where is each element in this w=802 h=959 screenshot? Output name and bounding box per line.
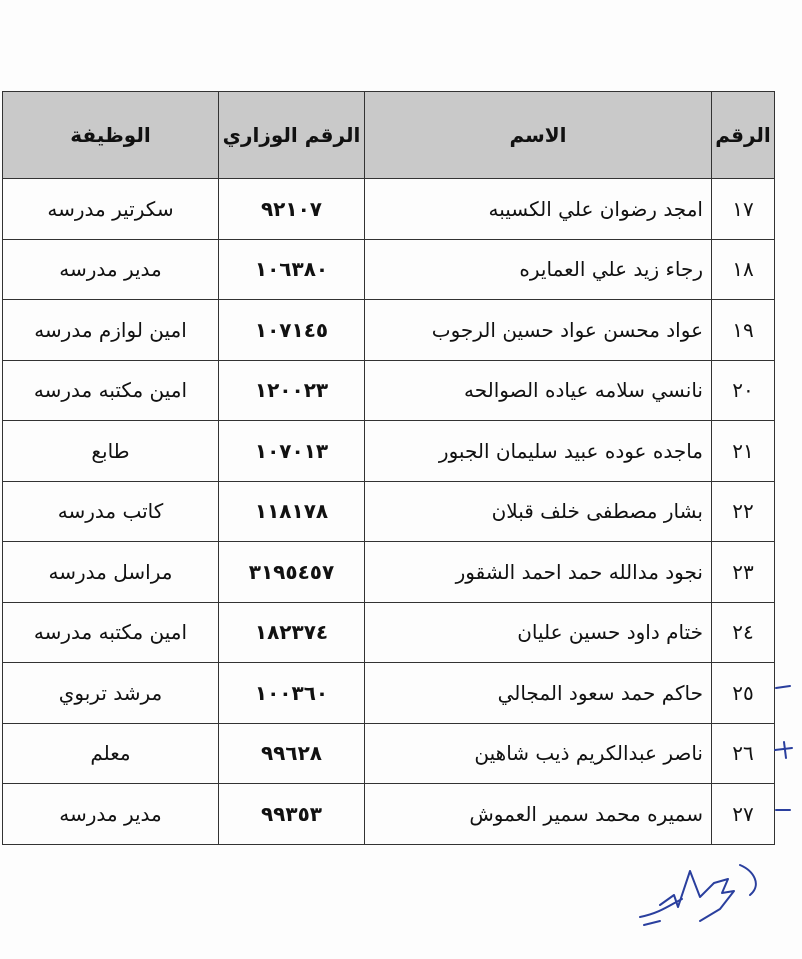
row-name: ماجده عوده عبيد سليمان الجبور (365, 421, 712, 482)
row-ministry-number: ٩٩٣٥٣ (219, 784, 365, 845)
row-job: امين مكتبه مدرسه (3, 360, 219, 421)
row-ministry-number: ١٠٧٠١٣ (219, 421, 365, 482)
table-row (3, 784, 775, 845)
row-number: ١٩ (712, 300, 775, 361)
pen-tick-marks (770, 670, 800, 840)
row-name: امجد رضوان علي الكسيبه (365, 179, 712, 240)
table-row (3, 542, 775, 603)
row-job: طابع (3, 421, 219, 482)
row-job: امين مكتبه مدرسه (3, 602, 219, 663)
table-row (3, 179, 775, 240)
row-name: نانسي سلامه عياده الصوالحه (365, 360, 712, 421)
row-job: كاتب مدرسه (3, 481, 219, 542)
row-job: مدير مدرسه (3, 784, 219, 845)
row-number: ٢٧ (712, 784, 775, 845)
table-row (3, 300, 775, 361)
table-row (3, 663, 775, 724)
row-name: ناصر عبدالكريم ذيب شاهين (365, 723, 712, 784)
row-job: مراسل مدرسه (3, 542, 219, 603)
row-name: نجود مدالله حمد احمد الشقور (365, 542, 712, 603)
staff-table (2, 91, 775, 845)
row-name: رجاء زيد علي العمايره (365, 239, 712, 300)
row-name: حاكم حمد سعود المجالي (365, 663, 712, 724)
row-ministry-number: ٣١٩٥٤٥٧ (219, 542, 365, 603)
row-number: ١٧ (712, 179, 775, 240)
table-row (3, 421, 775, 482)
row-number: ٢٢ (712, 481, 775, 542)
row-number: ٢٣ (712, 542, 775, 603)
row-ministry-number: ١٠٠٣٦٠ (219, 663, 365, 724)
row-job: مرشد تربوي (3, 663, 219, 724)
row-name: سميره محمد سمير العموش (365, 784, 712, 845)
table-row (3, 481, 775, 542)
row-name: عواد محسن عواد حسين الرجوب (365, 300, 712, 361)
row-job: سكرتير مدرسه (3, 179, 219, 240)
table-row (3, 360, 775, 421)
row-name: بشار مصطفى خلف قبلان (365, 481, 712, 542)
row-ministry-number: ١٢٠٠٢٣ (219, 360, 365, 421)
row-job: امين لوازم مدرسه (3, 300, 219, 361)
table-row (3, 602, 775, 663)
header-job: الوظيفة (3, 92, 219, 179)
row-ministry-number: ٩٢١٠٧ (219, 179, 365, 240)
table-row (3, 239, 775, 300)
row-ministry-number: ١٨٢٣٧٤ (219, 602, 365, 663)
row-ministry-number: ١١٨١٧٨ (219, 481, 365, 542)
row-name: ختام داود حسين عليان (365, 602, 712, 663)
handwritten-signature-mark (630, 855, 770, 935)
header-ministry-number: الرقم الوزاري (219, 92, 365, 179)
row-job: معلم (3, 723, 219, 784)
table-row (3, 723, 775, 784)
row-number: ٢٤ (712, 602, 775, 663)
row-number: ٢٠ (712, 360, 775, 421)
header-name: الاسم (365, 92, 712, 179)
row-job: مدير مدرسه (3, 239, 219, 300)
row-ministry-number: ٩٩٦٢٨ (219, 723, 365, 784)
row-number: ٢٥ (712, 663, 775, 724)
table-header-row (3, 92, 775, 179)
row-number: ٢١ (712, 421, 775, 482)
header-number: الرقم (712, 92, 775, 179)
row-number: ٢٦ (712, 723, 775, 784)
row-ministry-number: ١٠٦٣٨٠ (219, 239, 365, 300)
row-number: ١٨ (712, 239, 775, 300)
row-ministry-number: ١٠٧١٤٥ (219, 300, 365, 361)
